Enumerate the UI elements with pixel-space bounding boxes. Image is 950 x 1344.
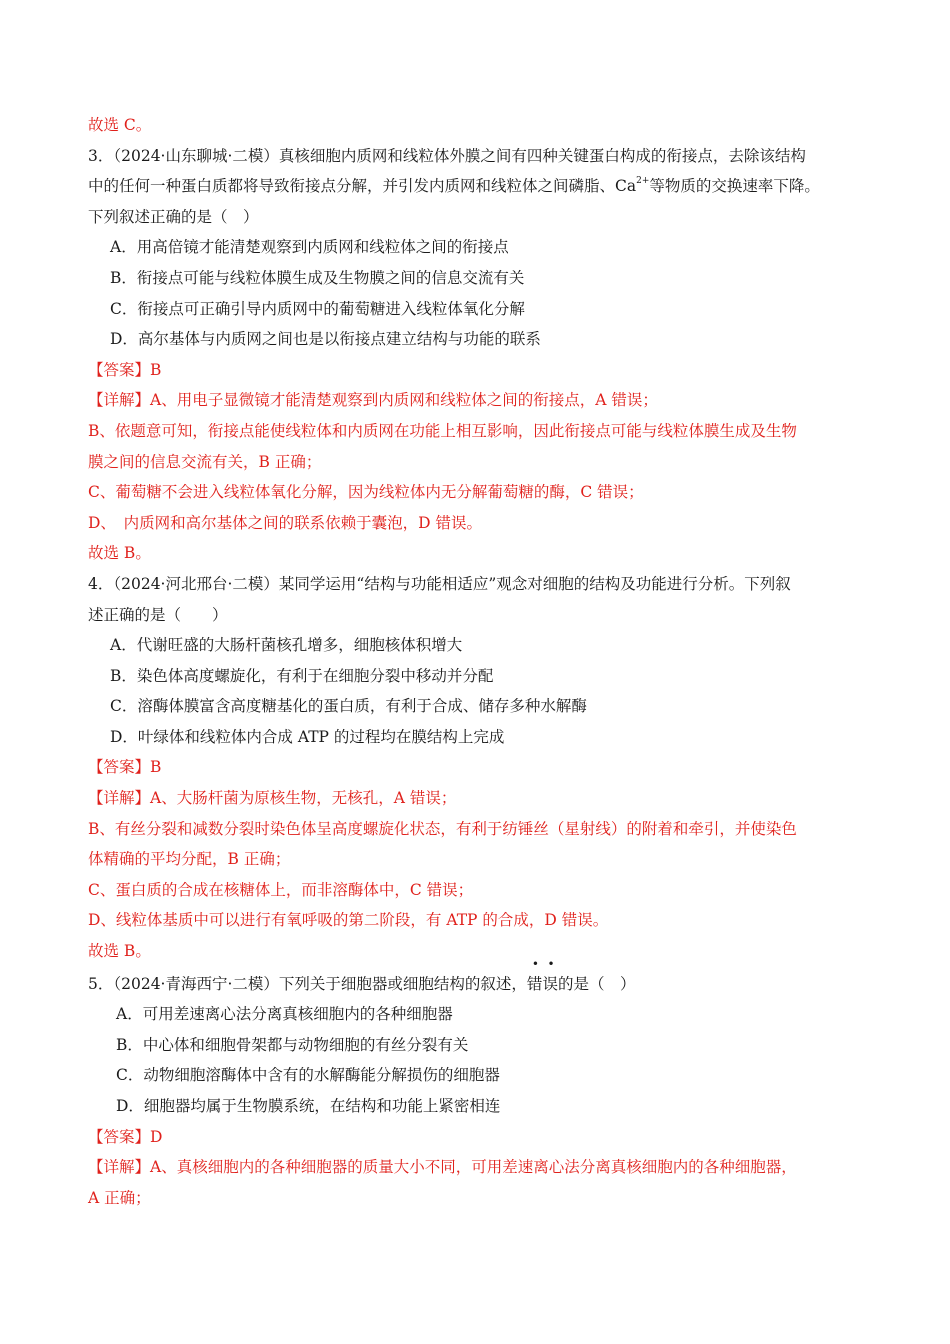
q3-detail-a: 【详解】A、用电子显微镜才能清楚观察到内质网和线粒体之间的衔接点，A 错误； (88, 391, 658, 410)
emphasis-char-2: • 误 (542, 956, 558, 993)
q5-answer: 【答案】D (88, 1127, 163, 1146)
q5-stem-suffix: 的是（ ） (557, 974, 636, 993)
q5-stem-prefix: 5．（2024·青海西宁·二模）下列关于细胞器或细胞结构的叙述， (88, 974, 527, 993)
q4-option-c: C．溶酶体膜富含高度糖基化的蛋白质，有利于合成、储存多种水解酶 (110, 697, 587, 716)
q4-answer: 【答案】B (88, 758, 162, 777)
emphasis-dot-icon: • (547, 956, 555, 971)
q4-option-d: D．叶绿体和线粒体内合成 ATP 的过程均在膜结构上完成 (110, 727, 505, 746)
q3-conclusion: 故选 B。 (88, 544, 151, 563)
document-page (88, 110, 864, 1213)
q5-option-b: B．中心体和细胞骨架都与动物细胞的有丝分裂有关 (116, 1035, 469, 1054)
q4-option-a: A．代谢旺盛的大肠杆菌核孔增多，细胞核体积增大 (110, 636, 463, 655)
emphasis-dot-icon: • (531, 956, 539, 971)
q4-option-b: B．染色体高度螺旋化，有利于在细胞分裂中移动并分配 (110, 666, 494, 685)
q4-detail-b-1: B、有丝分裂和减数分裂时染色体呈高度螺旋化状态，有利于纺锤丝（星射线）的附着和牵引，并使染色 (88, 819, 797, 838)
conclusion-line: 故选 C。 (88, 116, 152, 134)
q3-stem-text: 中的任何一种蛋白质都将导致衔接点分解，并引发内质网和线粒体之间磷脂、Ca (88, 177, 637, 196)
emphasis-char-1: • 错 (526, 956, 543, 993)
q3-stem-line-1: 3．（2024·山东聊城·二模）真核细胞内质网和线粒体外膜之间有四种关键蛋白构成的衔接点，去除该结构 (88, 146, 806, 165)
calcium-charge: 2+ (636, 176, 650, 187)
q5-option-d: D．细胞器均属于生物膜系统，在结构和功能上紧密相连 (116, 1097, 501, 1115)
q3-detail-d: D、 内质网和高尔基体之间的联系依赖于囊泡，D 错误。 (88, 513, 483, 532)
q3-option-a: A．用高倍镜才能清楚观察到内质网和线粒体之间的衔接点 (110, 238, 509, 257)
q4-conclusion: 故选 B。 (88, 942, 151, 961)
q4-detail-a: 【详解】A、大肠杆菌为原核生物，无核孔，A 错误； (88, 789, 457, 808)
q5-detail-a-1: 【详解】A、真核细胞内的各种细胞器的质量大小不同，可用差速离心法分离真核细胞内的各种细胞器， (88, 1158, 797, 1177)
q4-detail-d: D、线粒体基质中可以进行有氧呼吸的第二阶段，有 ATP 的合成，D 错误。 (88, 911, 609, 930)
q5-option-a: A．可用差速离心法分离真核细胞内的各种细胞器 (116, 1005, 453, 1024)
q5-detail-a-2: A 正确； (88, 1188, 151, 1207)
q5-option-c: C．动物细胞溶酶体中含有的水解酶能分解损伤的细胞器 (116, 1066, 500, 1085)
q3-option-d: D．高尔基体与内质网之间也是以衔接点建立结构与功能的联系 (110, 330, 541, 349)
q3-option-b: B．衔接点可能与线粒体膜生成及生物膜之间的信息交流有关 (110, 268, 525, 287)
q4-detail-c: C、蛋白质的合成在核糖体上，而非溶酶体中，C 错误； (88, 880, 474, 899)
q5-stem (88, 956, 864, 1000)
q4-stem-line-1: 4．（2024·河北邢台·二模）某同学运用“结构与功能相适应”观念对细胞的结构及功能进行分析。下列叙 (88, 574, 791, 593)
q3-detail-b-1: B、依题意可知，衔接点能使线粒体和内质网在功能上相互影响，因此衔接点可能与线粒体膜生成及生物 (88, 421, 797, 440)
q3-stem-tail: 等物质的交换速率下降。 (649, 177, 820, 196)
q3-stem-line-3: 下列叙述正确的是（ ） (88, 207, 259, 226)
q3-detail-b-2: 膜之间的信息交流有关，B 正确； (88, 452, 322, 471)
q3-detail-c: C、葡萄糖不会进入线粒体氧化分解，因为线粒体内无分解葡萄糖的酶，C 错误； (88, 483, 644, 502)
q4-stem-line-2: 述正确的是（ ） (88, 605, 228, 624)
q3-option-c: C．衔接点可正确引导内质网中的葡萄糖进入线粒体氧化分解 (110, 299, 525, 318)
q4-detail-b-2: 体精确的平均分配，B 正确； (88, 850, 291, 869)
q3-answer: 【答案】B (88, 360, 162, 379)
q3-stem-line-2 (88, 171, 864, 202)
